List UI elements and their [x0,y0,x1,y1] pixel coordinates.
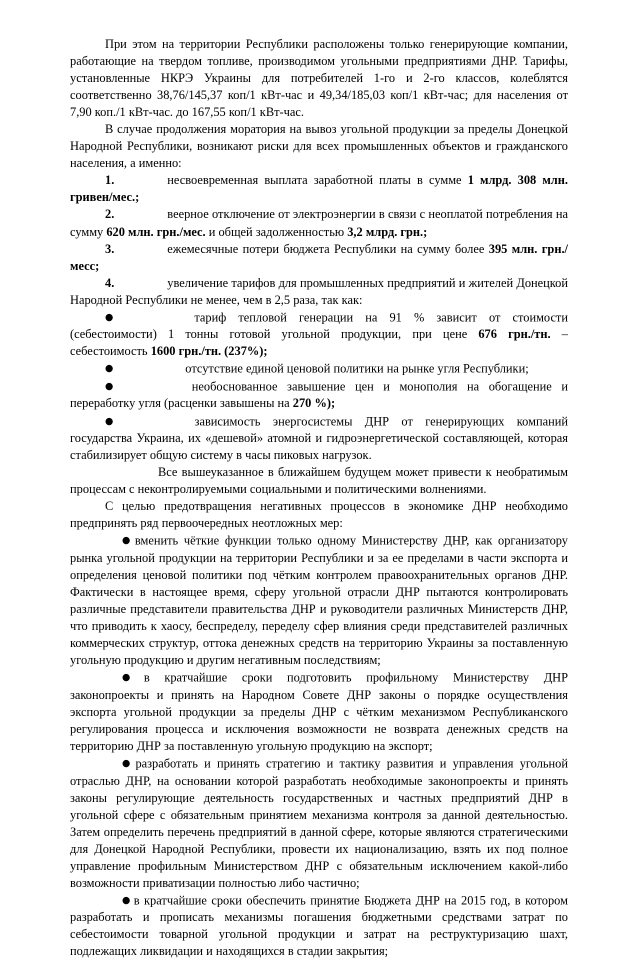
text-run: ежемесячные потери бюджета Республики на сумму более [167,241,489,256]
text-run: увеличение тарифов для промышленных предприятий и жителей Донецкой Народной Республики не менее, чем в 2,5 раза, так как: [70,275,568,307]
text-run: вменить чёткие функции только одному Министерству ДНР, как организатору рынка угольной продукции на территории Республики и за ее пределами в части экспорта и определения ценовой политики под чётким контролем правоохранительных органов ДНР. Фактически в настоящее время, сферу угольной отрасли ДНР пытаются контролировать различные представители правительства ДНР и руководители различных Министерств ДНР, что приводить к хаосу, беспределу, переделу сфер влияния среди представителей различных коммерческих структур, оттока денежных средств на территорию Украины за поставленную угольную продукцию и другим негативным последствиям; [70,533,568,668]
paragraph-item4 [70,275,568,309]
paragraph-disc4 [70,413,568,465]
text-run: в кратчайшие сроки обеспечить принятие Бюджета ДНР на 2015 год, в котором разработать и прописать механизмы погашения бюджетными средствами затрат по себестоимости товарной угольной продукции и затрат на реструктуризацию шахт, подлежащих ликвидации и находящихся в стадии закрытия; [70,893,568,959]
text-run-bold: 1600 грн./тн. (237%); [150,344,268,359]
text-run: В случае продолжения моратория на вывоз угольной продукции за пределы Донецкой Народной Республики, возникают риски для всех промышленных объектов и гражданского населения, а именно: [70,122,568,171]
paragraph-bullet4 [70,892,568,961]
bullet-icon: ● [122,535,133,547]
bullet-icon: ● [105,415,123,427]
paragraph-item1 [70,172,568,206]
list-number: 3. [105,241,115,256]
text-run: С целью предотвращения негативных процессов в экономике ДНР необходимо предпринять ряд первоочередных неотложных мер: [70,499,568,531]
bullet-icon: ● [105,380,120,392]
paragraph-item2 [70,206,568,240]
text-run-bold: 270 %); [292,396,336,411]
paragraph-bullet1 [70,532,568,669]
paragraph-disc1 [70,309,568,361]
text-run: необоснованное завышение цен и монополия на обогащение и переработку угля (расценки завышены на [70,379,568,411]
paragraph-disc2 [70,360,568,378]
list-number: 4. [105,275,115,290]
bullet-icon: ● [122,757,134,769]
paragraph-disc3 [70,378,568,413]
text-run: веерное отключение от электроэнергии в связи с неоплатой потребления на сумму [70,207,568,239]
document-body [70,36,568,961]
text-run: и общей задолженностью [205,224,348,239]
paragraph-p4 [70,498,568,532]
paragraph-bullet3 [70,755,568,892]
paragraph-item3 [70,241,568,275]
text-run: несвоевременная выплата заработной платы в сумме [167,173,468,188]
text-run-bold: 3,2 млрд. грн.; [347,224,428,239]
text-run: отсутствие единой ценовой политики на рынке угля Республики; [185,361,529,376]
text-run: Все вышеуказанное в ближайшем будущем может привести к необратимым процессам с неконтролируемыми социальными и политическими волнениями. [70,465,568,497]
paragraph-bullet2 [70,669,568,755]
text-run: – себестоимость [70,327,568,359]
text-run: зависимость энергосистемы ДНР от генерирующих компаний государства Украина, их «дешевой» атомной и гидроэнергетической составляющей, которая стабилизирует общую систему в часы пиковых нагрузок. [70,414,568,463]
paragraph-p3 [70,464,568,498]
paragraph-p2 [70,121,568,172]
paragraph-p1 [70,36,568,121]
text-run: в кратчайшие сроки подготовить профильному Министерству ДНР законопроекты и принять на Народном Совете ДНР законы о порядке осуществления экспорта угольной продукции за пределы ДНР с чётким механизмом Республиканского регулирования процесса и исключения возможности не возврата денежных средств на территорию ДНР за поставленную угольную продукцию на экспорт; [70,670,568,753]
text-run-bold: 395 млн. грн./месс; [70,241,568,273]
bullet-icon: ● [122,672,142,684]
bullet-icon: ● [122,894,132,906]
list-number: 1. [105,173,115,188]
bullet-icon: ● [105,311,123,323]
text-run-bold: 1 млрд. 308 млн. гривен/мес.; [70,173,568,205]
text-run: разработать и принять стратегию и тактику развития и управления угольной отраслью ДНР, на основании которой разработать необходимые законопроекты и принять законы регулирующие деятельность государственных и частных предприятий ДНР в угольной сфере с обязательным принятием механизма контроля за данной деятельностью. Затем определить перечень предприятий в данной сфере, которые являются стратегическими для Донецкой Народной Республики, провести их национализацию, взять их под полное управление профильным Министерством ДНР с обязательным исключением какой-либо возможности приватизации полностью либо частично; [70,756,568,890]
text-run: тариф тепловой генерации на 91 % зависит от стоимости (себестоимости) 1 тонны готовой угольной продукции, при цене [70,310,568,342]
list-number: 2. [105,207,115,222]
bullet-icon: ● [105,363,114,375]
text-run-bold: 620 млн. грн./мес. [106,224,206,239]
text-run-bold: 676 грн./тн. [478,327,551,342]
text-run: При этом на территории Республики расположены только генерирующие компании, работающие на твердом топливе, производимом угольными предприятиями ДНР. Тарифы, установленные НКРЭ Украины для потребителей 1-го и 2-го классов, колеблятся соответственно 38,76/145,37 коп/1 кВт-час и 49,34/185,03 коп/1 кВт-час; для населения от 7,90 коп./1 кВт-час. до 167,55 коп/1 кВт-час. [70,37,568,120]
